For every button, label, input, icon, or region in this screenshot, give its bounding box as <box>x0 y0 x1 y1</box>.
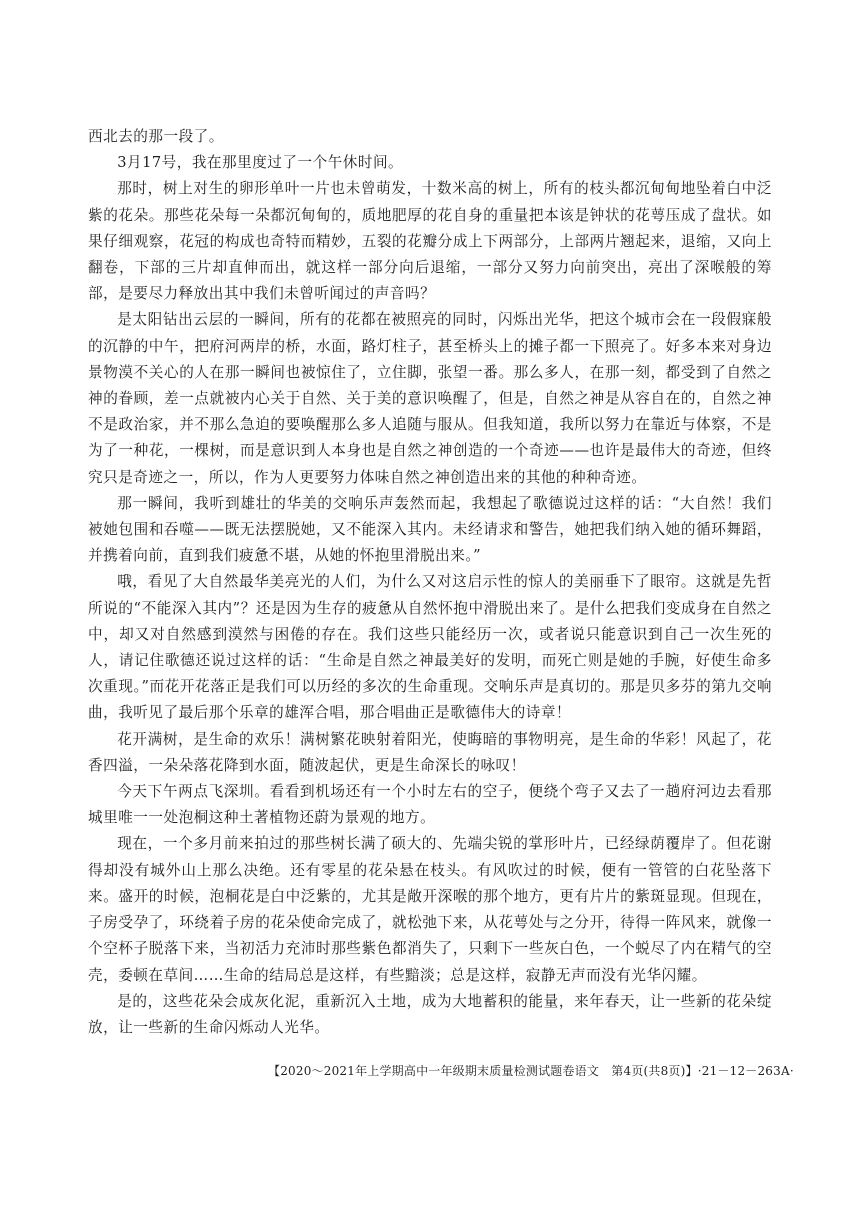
footer-code: ·21－12－263A· <box>697 1064 794 1078</box>
paragraph-2: 3月17号，我在那里度过了一个午休时间。 <box>117 154 404 172</box>
paragraph-7: 花开满树，是生命的欢乐！满树繁花映射着阳光，使晦暗的事物明亮，是生命的华彩！风起了，花香四溢，一朵朵落花降到水面，随波起伏，更是生命深长的咏叹！ <box>88 730 772 774</box>
paragraph-4: 是太阳钻出云层的一瞬间，所有的花都在被照亮的同时，闪烁出光华，把这个城市会在一段假寐般的沉静的中午，把府河两岸的桥，水面，路灯柱子，甚至桥头上的摊子都一下照亮了。好多本来对身边景物漠不关心的人在那一瞬间也被惊住了，立住脚，张望一番。那么多人，在那一刻，都受到了自然之神的眷顾，差一点就被内心关于自然、关于美的意识唤醒了，但是，自然之神是从容自在的，自然之神不是政治家，并不那么急迫的要唤醒那么多人追随与服从。但我知道，我所以努力在靠近与体察，不是为了一种花，一棵树，而是意识到人本身也是自然之神创造的一个奇迹——也许是最伟大的奇迹，但终究只是奇迹之一，所以，作为人更要努力体味自然之神创造出来的其他的种种奇迹。 <box>88 311 772 486</box>
paragraph-9: 现在，一个多月前来拍过的那些树长满了硕大的、先端尖锐的掌形叶片，已经绿荫覆岸了。但花谢得却没有城外山上那么决绝。还有零星的花朵悬在枝头。有风吹过的时候，便有一管管的白花坠落下来。盛开的时候，泡桐花是白中泛紫的，尤其是敞开深喉的那个地方，更有片片的紫斑显现。但现在，子房受孕了，环绕着子房的花朵使命完成了，就松弛下来，从花萼处与之分开，待得一阵风来，就像一个空杯子脱落下来，当初活力充沛时那些紫色都消失了，只剩下一些灰白色，一个蜕尽了内在精气的空壳，委顿在草间……生命的结局总是这样，有些黯淡；总是这样，寂静无声而没有光华闪耀。 <box>88 835 772 984</box>
paragraph-10: 是的，这些花朵会成灰化泥，重新沉入土地，成为大地蓄积的能量，来年春天，让一些新的花朵绽放，让一些新的生命闪烁动人光华。 <box>88 992 772 1036</box>
document-body <box>88 124 772 1041</box>
paragraph-6: 哦，看见了大自然最华美亮光的人们，为什么又对这启示性的惊人的美丽垂下了眼帘。这就是先哲所说的“不能深入其内”？还是因为生存的疲惫从自然怀抱中滑脱出来了。是什么把我们变成身在自然之中，却又对自然感到漠然与困倦的存在。我们这些只能经历一次，或者说只能意识到自己一次生死的人，请记住歌德还说过这样的话：“生命是自然之神最美好的发明，而死亡则是她的手腕，好使生命多次重现。”而花开花落正是我们可以历经的多次的生命重现。交响乐声是真切的。那是贝多芬的第九交响曲，我听见了最后那个乐章的雄浑合唱，那合唱曲正是歌德伟大的诗章！ <box>88 573 772 722</box>
paragraph-3: 那时，树上对生的卵形单叶一片也未曾萌发，十数米高的树上，所有的枝头都沉甸甸地坠着白中泛紫的花朵。那些花朵每一朵都沉甸甸的，质地肥厚的花自身的重量把本该是钟状的花萼压成了盘状。如果仔细观察，花冠的构成也奇特而精妙，五裂的花瓣分成上下两部分，上部两片翘起来，退缩，又向上翻卷，下部的三片却直伸而出，就这样一部分向后退缩，一部分又努力向前突出，亮出了深喉般的筹部，是要尽力释放出其中我们未曾听闻过的声音吗？ <box>88 180 772 303</box>
paragraph-5: 那一瞬间，我听到雄壮的华美的交响乐声轰然而起，我想起了歌德说过这样的话：“大自然！我们被她包围和吞噬——既无法摆脱她，又不能深入其内。未经请求和警告，她把我们纳入她的循环舞蹈，并携着向前，直到我们疲惫不堪，从她的怀抱里滑脱出来。” <box>88 494 772 565</box>
footer-exam-info: 【2020～2021年上学期高中一年级期末质量检测试题卷语文 第4页(共8页)】 <box>268 1064 698 1078</box>
paragraph-1: 西北去的那一段了。 <box>88 128 224 145</box>
paragraph-8: 今天下午两点飞深圳。看看到机场还有一个小时左右的空子，便绕个弯子又去了一趟府河边去看那城里唯一一处泡桐这种土著植物还蔚为景观的地方。 <box>88 783 772 827</box>
page-footer <box>268 1062 794 1080</box>
